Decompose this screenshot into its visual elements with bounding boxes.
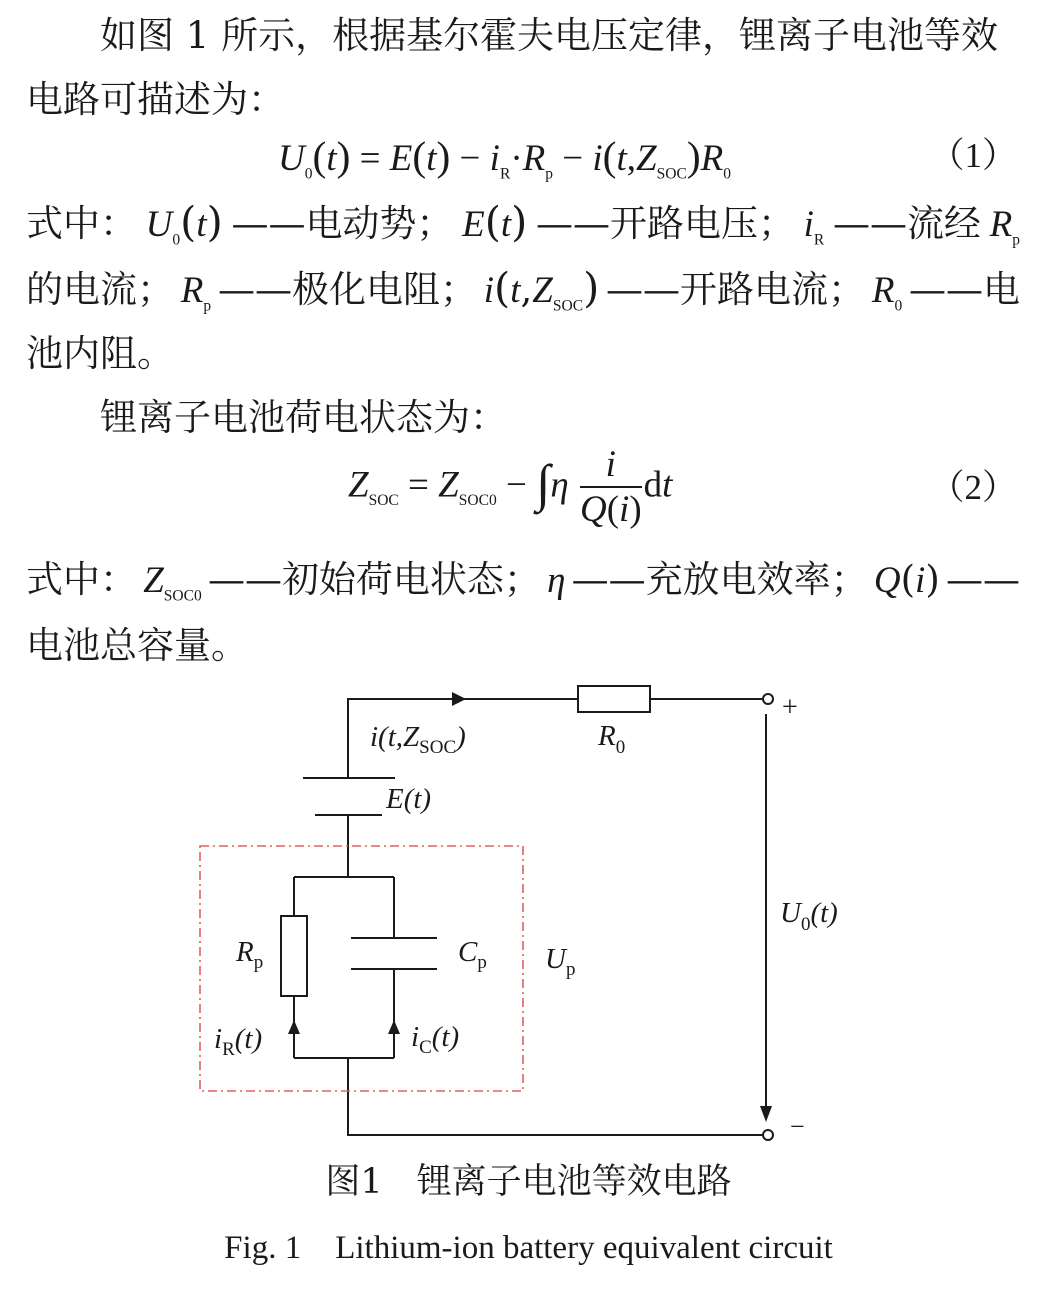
definitions-1-line-3: 池内阻。 (26, 332, 174, 375)
paragraph-1-line-1: 如图 1 所示，根据基尔霍夫电压定律，锂离子电池等效 (100, 14, 999, 57)
definitions-1-line-1: 式中： $U_0(t)$ ——电动势； E(t) ——开路电压； $i_R$ ——流经 $R_p$ (26, 198, 1020, 249)
arrow-ic (388, 1020, 400, 1034)
equation-2: $Z_{SOC} = Z_{SOC0} - \int\eta$ $\frac{i}{Q(i)}$ dt (348, 444, 673, 530)
terminal-minus (763, 1130, 773, 1140)
label-source: E(t) (386, 783, 432, 815)
definitions-2-line-2: 电池总容量。 (26, 624, 248, 667)
arrow-ir (288, 1020, 300, 1034)
label-current: $i(t,Z_{SOC})$ (370, 721, 466, 758)
label-u0: $U_0(t)$ (780, 897, 838, 935)
label-up: $U_p$ (545, 943, 576, 980)
figure-caption-cn: 图1 锂离子电池等效电路 (325, 1162, 732, 1202)
label-ic: $i_C(t)$ (411, 1021, 460, 1058)
label-plus: + (782, 692, 798, 723)
current-arrow (452, 692, 466, 706)
paragraph-1-line-2: 电路可描述为： (26, 78, 285, 121)
wire-bottom (348, 1058, 763, 1135)
equation-1: $U_0(t) = E(t) - i_R\cdot R_p - i(t,Z_{SOC})R_0$ (278, 133, 731, 183)
label-r0: $R_0$ (598, 720, 626, 758)
figure-caption-en: Fig. 1 Lithium-ion battery equivalent circuit (224, 1230, 833, 1266)
resistor-r0 (578, 686, 650, 712)
label-rp: $R_p$ (236, 936, 264, 973)
label-minus: − (790, 1112, 805, 1141)
definitions-2-line-1: 式中： $Z_{SOC0}$ ——初始荷电状态； η ——充放电效率； Q(i) —— (26, 558, 1020, 605)
voltage-arrowhead-u0 (760, 1106, 772, 1122)
label-cp: $C_p$ (458, 936, 487, 973)
definitions-1-line-2: 的电流； $R_p$ ——极化电阻； $i(t,Z_{SOC})$ ——开路电流； $R_0$ ——电 (26, 264, 1020, 315)
paragraph-2: 锂离子电池荷电状态为： (100, 396, 507, 439)
terminal-plus (763, 694, 773, 704)
resistor-rp (281, 916, 307, 996)
equation-2-number: （2） (929, 468, 1017, 507)
label-ir: $i_R(t)$ (214, 1023, 263, 1060)
equation-1-number: （1） (929, 136, 1017, 175)
